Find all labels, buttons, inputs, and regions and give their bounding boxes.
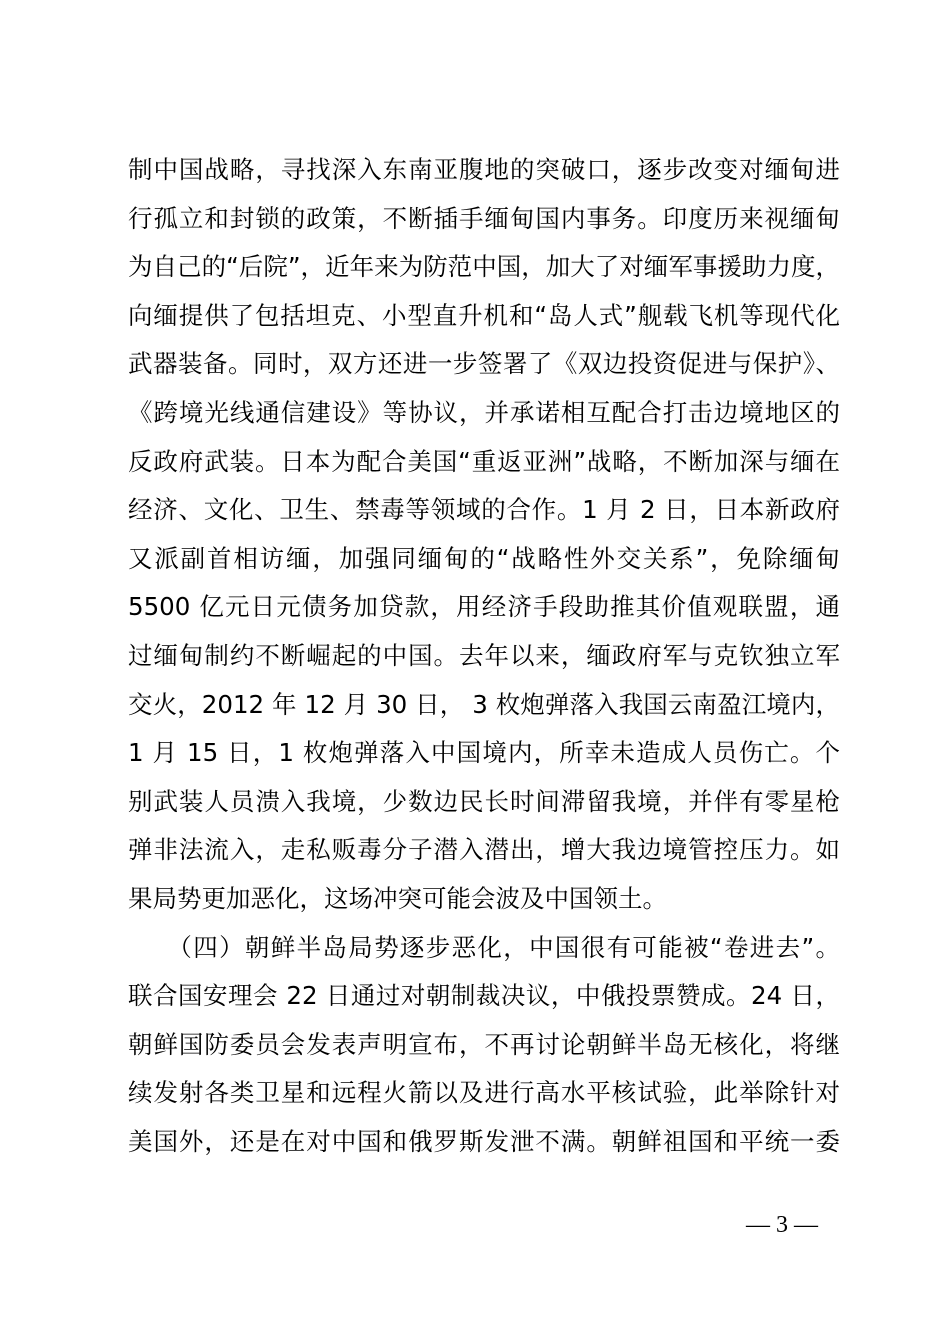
body-text xyxy=(128,146,840,1166)
text-line: 1 月 15 日，1 枚炮弹落入中国境内，所幸未造成人员伤亡。个 xyxy=(128,738,840,768)
text-line: 为自己的“后院”，近年来为防范中国，加大了对缅军事援助力度， xyxy=(128,252,840,282)
text-line: 续发射各类卫星和远程火箭以及进行高水平核试验，此举除针对 xyxy=(128,1078,840,1108)
text-line: 美国外，还是在对中国和俄罗斯发泄不满。朝鲜祖国和平统一委 xyxy=(128,1126,840,1156)
text-line: 行孤立和封锁的政策，不断插手缅甸国内事务。印度历来视缅甸 xyxy=(128,203,840,233)
text-line: 向缅提供了包括坦克、小型直升机和“岛人式”舰载飞机等现代化 xyxy=(128,300,840,330)
text-line: 过缅甸制约不断崛起的中国。去年以来，缅政府军与克钦独立军 xyxy=(128,640,840,670)
page-number: — 3 — xyxy=(746,1212,818,1238)
text-line: 朝鲜国防委员会发表声明宣布，不再讨论朝鲜半岛无核化，将继 xyxy=(128,1029,840,1059)
text-line: 反政府武装。日本为配合美国“重返亚洲”战略，不断加深与缅在 xyxy=(128,446,840,476)
text-line: 5500 亿元日元债务加贷款，用经济手段助推其价值观联盟，通 xyxy=(128,592,840,622)
text-line: 交火，2012 年 12 月 30 日， 3 枚炮弹落入我国云南盈江境内， xyxy=(128,689,840,719)
text-line: 联合国安理会 22 日通过对朝制裁决议，中俄投票赞成。24 日， xyxy=(128,981,840,1011)
text-line: 别武装人员溃入我境，少数边民长时间滞留我境，并伴有零星枪 xyxy=(128,786,840,816)
text-line: 又派副首相访缅，加强同缅甸的“战略性外交关系”，免除缅甸 xyxy=(128,543,840,573)
section-heading-line: （四）朝鲜半岛局势逐步恶化，中国很有可能被“卷进去”。 xyxy=(128,932,840,962)
text-line: 经济、文化、卫生、禁毒等领域的合作。1 月 2 日，日本新政府 xyxy=(128,495,840,525)
text-line: 武器装备。同时，双方还进一步签署了《双边投资促进与保护》、 xyxy=(128,349,840,379)
paragraph-end-line: 果局势更加恶化，这场冲突可能会波及中国领土。 xyxy=(128,883,667,913)
text-line: 《跨境光线通信建设》等协议，并承诺相互配合打击边境地区的 xyxy=(128,397,840,427)
text-line: 弹非法流入，走私贩毒分子潜入潜出，增大我边境管控压力。如 xyxy=(128,835,840,865)
text-line: 制中国战略，寻找深入东南亚腹地的突破口，逐步改变对缅甸进 xyxy=(128,155,840,184)
